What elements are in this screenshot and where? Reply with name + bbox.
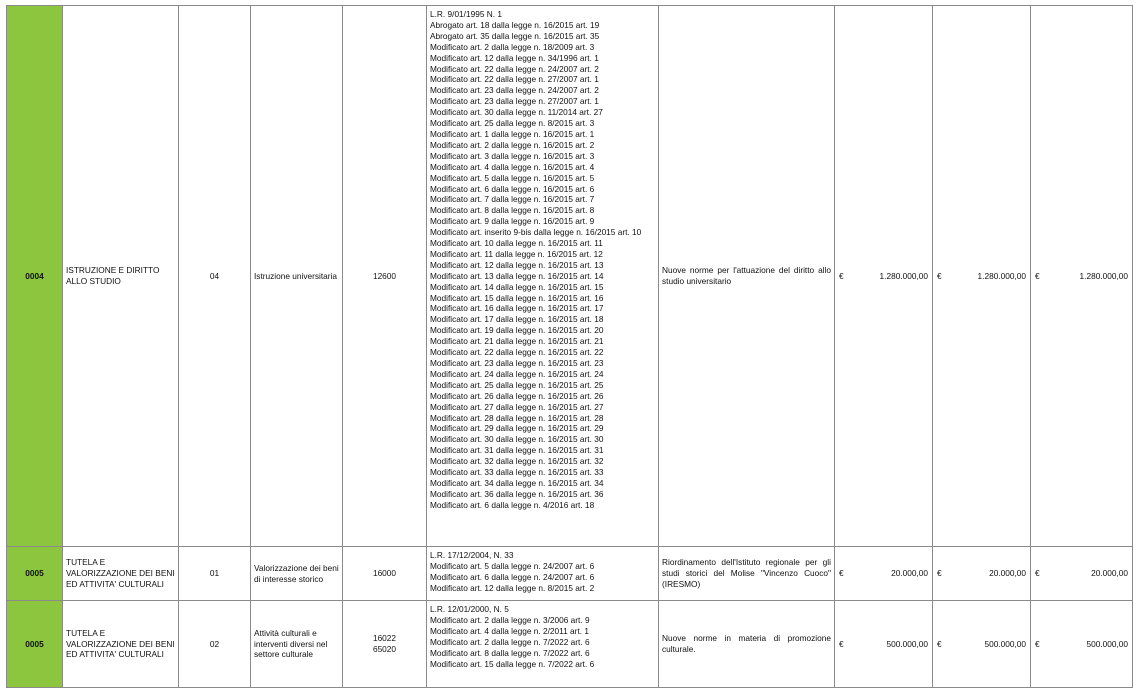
law-reference: L.R. 9/01/1995 N. 1 (430, 9, 502, 19)
amount-cell (933, 547, 1031, 601)
law-reference: Modificato art. 16 dalla legge n. 16/2015 art. 17 (430, 303, 604, 314)
law-references-cell (427, 6, 659, 547)
law-reference: Modificato art. 2 dalla legge n. 16/2015 art. 2 (430, 139, 595, 150)
mission-name-cell: ISTRUZIONE E DIRITTO ALLO STUDIO (63, 6, 179, 547)
law-reference: L.R. 12/01/2000, N. 5 (430, 604, 509, 614)
law-reference: Modificato art. 4 dalla legge n. 2/2011 art. 1 (430, 625, 589, 636)
law-reference: Modificato art. 23 dalla legge n. 16/2015 art. 23 (430, 358, 604, 368)
chapter-cell (343, 547, 427, 601)
budget-table (6, 5, 1133, 688)
law-reference: Modificato art. 5 dalla legge n. 16/2015 art. 5 (430, 172, 595, 183)
law-reference: Modificato art. 10 dalla legge n. 16/2015 art. 11 (430, 238, 603, 249)
law-references-cell (427, 601, 659, 688)
law-reference: Modificato art. 24 dalla legge n. 16/2015 art. 24 (430, 368, 604, 379)
currency-symbol: € (937, 638, 942, 649)
amount-value: 1.280.000,00 (1079, 270, 1128, 281)
mission-code-cell: 0005 (7, 547, 63, 601)
law-reference: Modificato art. 8 dalla legge n. 7/2022 art. 6 (430, 647, 590, 658)
law-reference: Modificato art. 4 dalla legge n. 16/2015 art. 4 (430, 161, 595, 172)
law-reference: Modificato art. 25 dalla legge n. 16/2015 art. 25 (430, 379, 604, 390)
chapter-cell (343, 6, 427, 547)
law-reference: Modificato art. 25 dalla legge n. 8/2015 art. 3 (430, 118, 595, 129)
law-reference: Modificato art. 2 dalla legge n. 7/2022 art. 6 (430, 636, 590, 647)
law-reference: Modificato art. 30 dalla legge n. 11/2014 art. 27 (430, 107, 603, 118)
law-description-cell: Riordinamento dell'Istituto regionale per gli studi storici del Molise "Vincenzo Cuoco" (IRESMO) (659, 547, 835, 601)
amount-cell (933, 6, 1031, 547)
program-code-cell: 02 (179, 601, 251, 688)
law-reference: Modificato art. 21 dalla legge n. 16/2015 art. 21 (430, 336, 604, 347)
currency-symbol: € (937, 568, 942, 579)
law-reference: Modificato art. inserito 9-bis dalla legge n. 16/2015 art. 10 (430, 227, 642, 238)
program-name-cell: Valorizzazione dei beni di interesse storico (251, 547, 343, 601)
chapter-number: 65020 (372, 644, 397, 654)
law-reference: Modificato art. 14 dalla legge n. 16/2015 art. 15 (430, 281, 604, 292)
program-code-cell: 01 (179, 547, 251, 601)
law-reference: Modificato art. 11 dalla legge n. 16/2015 art. 12 (430, 248, 603, 259)
chapter-cell (343, 601, 427, 688)
law-reference: Modificato art. 34 dalla legge n. 16/2015 art. 34 (430, 477, 604, 488)
law-reference: Modificato art. 17 dalla legge n. 16/2015 art. 18 (430, 314, 604, 325)
law-reference: Modificato art. 30 dalla legge n. 16/2015 art. 30 (430, 434, 604, 445)
law-reference: Modificato art. 6 dalla legge n. 16/2015 art. 6 (430, 183, 595, 194)
law-reference: Modificato art. 9 dalla legge n. 16/2015 art. 9 (430, 216, 595, 227)
law-reference: Modificato art. 31 dalla legge n. 16/2015 art. 31 (430, 445, 604, 456)
table-row (7, 6, 1133, 547)
law-reference: Modificato art. 6 dalla legge n. 24/2007 art. 6 (430, 571, 595, 582)
amount-value: 1.280.000,00 (977, 270, 1026, 281)
amount-value: 1.280.000,00 (879, 270, 928, 281)
amount-cell (1031, 6, 1133, 547)
law-reference: Modificato art. 15 dalla legge n. 16/2015 art. 16 (430, 292, 604, 303)
chapter-number: 12600 (372, 270, 397, 281)
mission-name-cell: TUTELA E VALORIZZAZIONE DEI BENI ED ATTIVITA' CULTURALI (63, 547, 179, 601)
law-reference: Modificato art. 12 dalla legge n. 16/2015 art. 13 (430, 259, 604, 270)
law-reference: Modificato art. 33 dalla legge n. 16/2015 art. 33 (430, 467, 604, 478)
law-reference: Modificato art. 32 dalla legge n. 16/2015 art. 32 (430, 456, 604, 467)
amount-cell (1031, 601, 1133, 688)
table-row (7, 601, 1133, 688)
law-references-cell (427, 547, 659, 601)
law-reference: Modificato art. 23 dalla legge n. 27/2007 art. 1 (430, 96, 599, 107)
law-reference: Modificato art. 36 dalla legge n. 16/2015 art. 36 (430, 488, 604, 499)
mission-code-cell: 0004 (7, 6, 63, 547)
law-reference: Modificato art. 29 dalla legge n. 16/2015 art. 29 (430, 423, 604, 434)
currency-symbol: € (839, 568, 844, 579)
program-code-cell: 04 (179, 6, 251, 547)
amount-cell (933, 601, 1031, 688)
amount-value: 500.000,00 (886, 638, 928, 649)
law-reference: Modificato art. 26 dalla legge n. 16/2015 art. 26 (430, 390, 604, 401)
mission-name-cell: TUTELA E VALORIZZAZIONE DEI BENI ED ATTIVITA' CULTURALI (63, 601, 179, 688)
law-reference: Modificato art. 2 dalla legge n. 3/2006 art. 9 (430, 614, 590, 625)
amount-cell (835, 547, 933, 601)
currency-symbol: € (839, 270, 844, 281)
law-reference: Abrogato art. 18 dalla legge n. 16/2015 art. 19 (430, 19, 600, 30)
chapter-number: 16022 (372, 633, 397, 644)
law-reference: Modificato art. 6 dalla legge n. 4/2016 art. 18 (430, 499, 595, 510)
law-description-cell: Nuove norme per l'attuazione del diritto allo studio universitario (659, 6, 835, 547)
amount-cell (835, 6, 933, 547)
law-description-cell: Nuove norme in materia di promozione culturale. (659, 601, 835, 688)
law-reference: Modificato art. 28 dalla legge n. 16/2015 art. 28 (430, 412, 604, 423)
amount-value: 20.000,00 (989, 568, 1026, 579)
law-reference: Modificato art. 5 dalla legge n. 24/2007 art. 6 (430, 560, 595, 571)
currency-symbol: € (1035, 568, 1040, 579)
law-reference: Modificato art. 2 dalla legge n. 18/2009 art. 3 (430, 41, 595, 52)
law-reference: Modificato art. 23 dalla legge n. 24/2007 art. 2 (430, 85, 599, 96)
currency-symbol: € (1035, 270, 1040, 281)
table-row (7, 547, 1133, 601)
amount-value: 20.000,00 (1091, 568, 1128, 579)
currency-symbol: € (937, 270, 942, 281)
law-reference: Modificato art. 3 dalla legge n. 16/2015 art. 3 (430, 150, 595, 161)
mission-code-cell: 0005 (7, 601, 63, 688)
law-reference: Modificato art. 22 dalla legge n. 24/2007 art. 2 (430, 63, 599, 74)
law-reference: Modificato art. 8 dalla legge n. 16/2015 art. 8 (430, 205, 595, 216)
law-reference: Modificato art. 12 dalla legge n. 8/2015 art. 2 (430, 582, 595, 593)
amount-cell (1031, 547, 1133, 601)
currency-symbol: € (839, 638, 844, 649)
law-reference: Modificato art. 13 dalla legge n. 16/2015 art. 14 (430, 270, 604, 281)
chapter-number: 16000 (372, 568, 397, 579)
program-name-cell: Attività culturali e interventi diversi nel settore culturale (251, 601, 343, 688)
amount-cell (835, 601, 933, 688)
program-name-cell: Istruzione universitaria (251, 6, 343, 547)
amount-value: 20.000,00 (891, 568, 928, 579)
amount-value: 500.000,00 (1086, 638, 1128, 649)
law-reference: Modificato art. 27 dalla legge n. 16/2015 art. 27 (430, 401, 604, 412)
law-reference: Modificato art. 15 dalla legge n. 7/2022 art. 6 (430, 658, 595, 669)
law-reference: Modificato art. 22 dalla legge n. 27/2007 art. 1 (430, 74, 599, 85)
law-reference: Abrogato art. 35 dalla legge n. 16/2015 art. 35 (430, 30, 600, 41)
law-reference: Modificato art. 12 dalla legge n. 34/1996 art. 1 (430, 52, 599, 63)
law-reference: L.R. 17/12/2004, N. 33 (430, 550, 514, 560)
amount-value: 500.000,00 (984, 638, 1026, 649)
currency-symbol: € (1035, 638, 1040, 649)
law-reference: Modificato art. 19 dalla legge n. 16/2015 art. 20 (430, 325, 604, 336)
law-reference: Modificato art. 7 dalla legge n. 16/2015 art. 7 (430, 194, 595, 205)
law-reference: Modificato art. 1 dalla legge n. 16/2015 art. 1 (430, 128, 595, 139)
law-reference: Modificato art. 22 dalla legge n. 16/2015 art. 22 (430, 347, 604, 358)
